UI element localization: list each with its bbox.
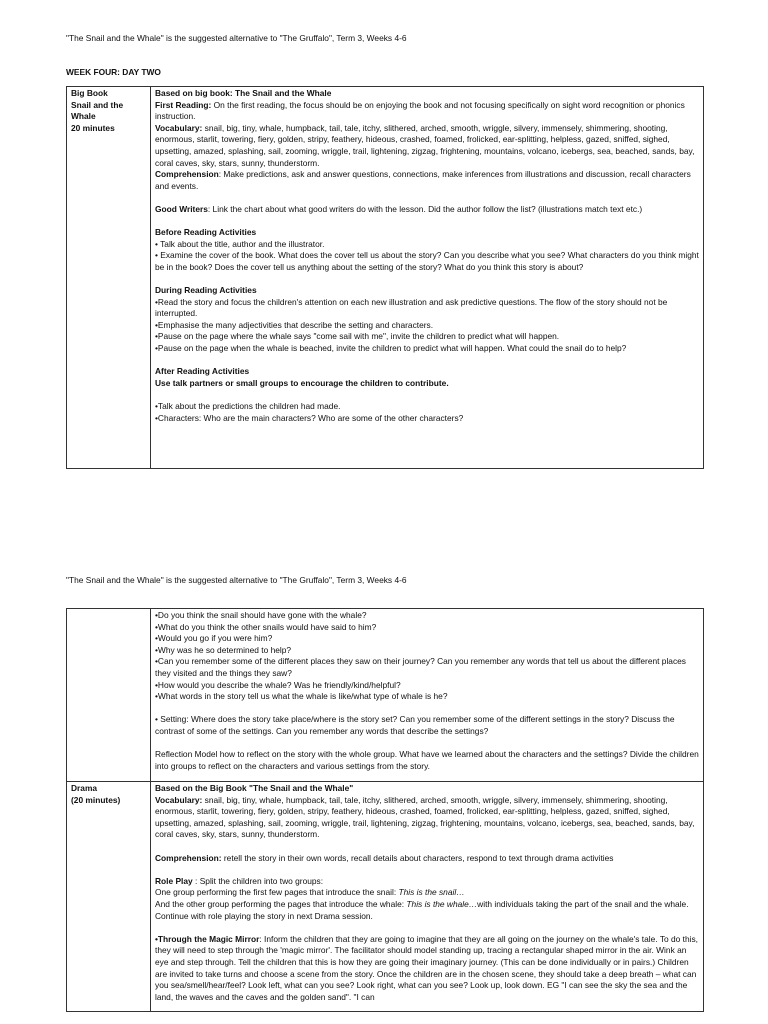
- list-item: •Can you remember some of the different places they saw on their journey? Can you remember any words that tell us about the different places they visited and the things they saw?: [155, 656, 686, 678]
- role-play-text: And the other group performing the pages that introduce the whale:: [155, 898, 407, 909]
- vocabulary-text: snail, big, tiny, whale, humpback, tail, tale, itchy, slithered, arched, smooth, wriggle, silvery, immensely, shimmering, shooting, enormous, starlit, towering, fiery, golden, stripy, feathery, hideous, crashed, foamed, frolicked, ear-splitting, helpless, gazed, sniffed, sighed, upsetting, amazed, splashing, sail, zooming, wriggle, trail, lightening, zigzag, frightening, mountains, volcano, icebergs, sea, beached, sands, bay, coral caves, sky, stars, sunny, thunderstorm.: [155, 794, 695, 840]
- role-play-paragraph: [155, 876, 699, 888]
- during-reading-heading: During Reading Activities: [155, 285, 257, 296]
- role-play-quote: This is the snail…: [398, 887, 465, 898]
- table-row: [67, 609, 704, 782]
- comprehension-paragraph: [155, 853, 699, 865]
- role-play-text: with individuals taking the part of the snail and the whale. Continue with role playing the story in next Drama session.: [155, 898, 689, 921]
- table-row: [67, 87, 704, 469]
- role-play-line: [155, 899, 699, 922]
- drama-based-on-heading: Based on the Big Book "The Snail and the Whale": [155, 783, 354, 793]
- list-item: •Do you think the snail should have gone with the whale?: [155, 610, 367, 620]
- list-item: •What do you think the other snails would have said to him?: [155, 621, 377, 632]
- vocabulary-paragraph: [155, 123, 699, 169]
- after-reading-heading: After Reading Activities: [155, 366, 250, 377]
- session-label-line: 20 minutes: [71, 122, 115, 133]
- comprehension-text: retell the story in their own words, recall details about characters, respond to text through drama activities: [221, 852, 614, 863]
- lesson-table-1: [66, 86, 704, 469]
- vocabulary-label: Vocabulary:: [155, 794, 203, 805]
- comprehension-label: Comprehension: [155, 169, 219, 180]
- reflection-paragraph: Reflection Model how to reflect on the story with the whole group. What have we learned about the characters and the settings? Divide the children into groups to reflect on the characters and various settings from the story.: [155, 749, 699, 771]
- comprehension-paragraph: [155, 169, 699, 192]
- drama-label-line: Drama: [71, 783, 98, 793]
- drama-content-cell: [151, 782, 704, 1012]
- role-play-text: : Split the children into two groups:: [192, 875, 324, 886]
- first-reading-text: On the first reading, the focus should be on enjoying the book and not focusing specifically on sight word recognition or phonics instruction.: [155, 99, 685, 122]
- list-item: • Examine the cover of the book. What does the cover tell us about the story? Can you describe what you see? What characters do you think might be in the book? Does the cover tell us anything about the setting of the story? What do you think this story is about?: [155, 250, 699, 272]
- vocabulary-text: snail, big, tiny, whale, humpback, tail, tale, itchy, slithered, arched, smooth, wriggle, silvery, immensely, shimmering, shooting, enormous, starlit, towering, fiery, golden, stripy, feathery, hideous, crashed, foamed, frolicked, ear-splitting, helpless, gazed, sniffed, sighed, upsetting, amazed, splashing, sail, zooming, wriggle, trail, lightening, zigzag, frightening, mountains, volcano, icebergs, sea, beached, sands, bay, coral caves, sky, stars, sunny, thunderstorm.: [155, 122, 695, 168]
- good-writers-text: : Link the chart about what good writers do with the lesson. Did the author follow the list? (illustrations match text etc.): [207, 203, 643, 214]
- list-item: •Pause on the page when the whale is beached, invite the children to predict what will happen. What could the snail do to help?: [155, 343, 627, 354]
- good-writers-label: Good Writers: [155, 203, 208, 214]
- session-content-cell: [151, 609, 704, 782]
- setting-paragraph: • Setting: Where does the story take place/where is the story set? Can you remember some of the different settings in the story? Discuss the contrast of some of the settings. Can you remember any words that describe the settings?: [155, 714, 675, 736]
- magic-mirror-paragraph: [155, 934, 699, 1004]
- list-item: •Read the story and focus the children's attention on each new illustration and ask predictive questions. The flow of the story should not be interrupted.: [155, 296, 668, 319]
- before-reading-heading: Before Reading Activities: [155, 227, 257, 238]
- page-header: "The Snail and the Whale" is the suggested alternative to "The Gruffalo", Term 3, Weeks 4-6: [66, 33, 407, 43]
- session-label-line: Snail and the: [71, 99, 124, 110]
- first-reading-paragraph: [155, 100, 699, 123]
- session-content-cell: [151, 87, 704, 469]
- vocabulary-label: Vocabulary:: [155, 122, 203, 133]
- list-item: • Talk about the title, author and the illustrator.: [155, 238, 325, 249]
- good-writers-paragraph: [155, 204, 699, 216]
- role-play-line: [155, 887, 699, 899]
- session-label-cell: [67, 609, 151, 782]
- role-play-quote: This is the whale…: [406, 898, 478, 909]
- based-on-heading: Based on big book: The Snail and the Whale: [155, 88, 332, 98]
- list-item: •How would you describe the whale? Was he friendly/kind/helpful?: [155, 679, 401, 690]
- drama-label-cell: [67, 782, 151, 1012]
- table-row: [67, 782, 704, 1012]
- magic-mirror-text: : Inform the children that they are going to imagine that they are all going on the journey on the whale's tale. To do this, they will need to step through the 'magic mirror'. The facilitator should model standing up, tracing a rectangular shaped mirror in the air. Wink an eye and step through. Tell the children that this is how they are going their imaginary journey. (This can be done individually or in pairs.) Children are invited to take turns and choose a scene from the story. Once the children are in the chosen scene, they should take a deep breath – what can you sea/smell/hear/feel? Look left, what can you see? Look right, what can you see? Look up, look down. EG "I can see the sky the sea and the land, the waves and the caves and the golden sand". "I can: [155, 933, 698, 1002]
- list-item: •Characters: Who are the main characters? Who are some of the other characters?: [155, 412, 464, 423]
- session-label-line: Big Book: [71, 88, 108, 98]
- magic-mirror-label: •Through the Magic Mirror: [155, 933, 260, 944]
- session-label-cell: [67, 87, 151, 469]
- list-item: •Emphasise the many adjectivities that describe the setting and characters.: [155, 319, 434, 330]
- after-reading-subheading: Use talk partners or small groups to encourage the children to contribute.: [155, 377, 449, 388]
- session-label-line: Whale: [71, 111, 96, 122]
- list-item: •Would you go if you were him?: [155, 633, 273, 644]
- comprehension-text: : Make predictions, ask and answer questions, connections, make inferences from illustrations and discussion, recall characters and events.: [155, 169, 691, 191]
- first-reading-label: First Reading:: [155, 99, 212, 110]
- page-header: "The Snail and the Whale" is the suggested alternative to "The Gruffalo", Term 3, Weeks 4-6: [66, 575, 407, 585]
- week-title: WEEK FOUR: DAY TWO: [66, 67, 161, 77]
- list-item: •What words in the story tell us what the whale is like/what type of whale is he?: [155, 691, 448, 702]
- list-item: •Talk about the predictions the children had made.: [155, 401, 341, 412]
- role-play-text: One group performing the first few pages that introduce the snail:: [155, 887, 399, 898]
- vocabulary-paragraph: [155, 795, 699, 841]
- list-item: •Pause on the page where the whale says "come sail with me", invite the children to predict what will happen.: [155, 331, 560, 342]
- drama-label-line: (20 minutes): [71, 794, 121, 805]
- role-play-label: Role Play: [155, 875, 193, 886]
- list-item: •Why was he so determined to help?: [155, 644, 292, 655]
- lesson-table-2: [66, 608, 704, 1012]
- comprehension-label: Comprehension:: [155, 852, 222, 863]
